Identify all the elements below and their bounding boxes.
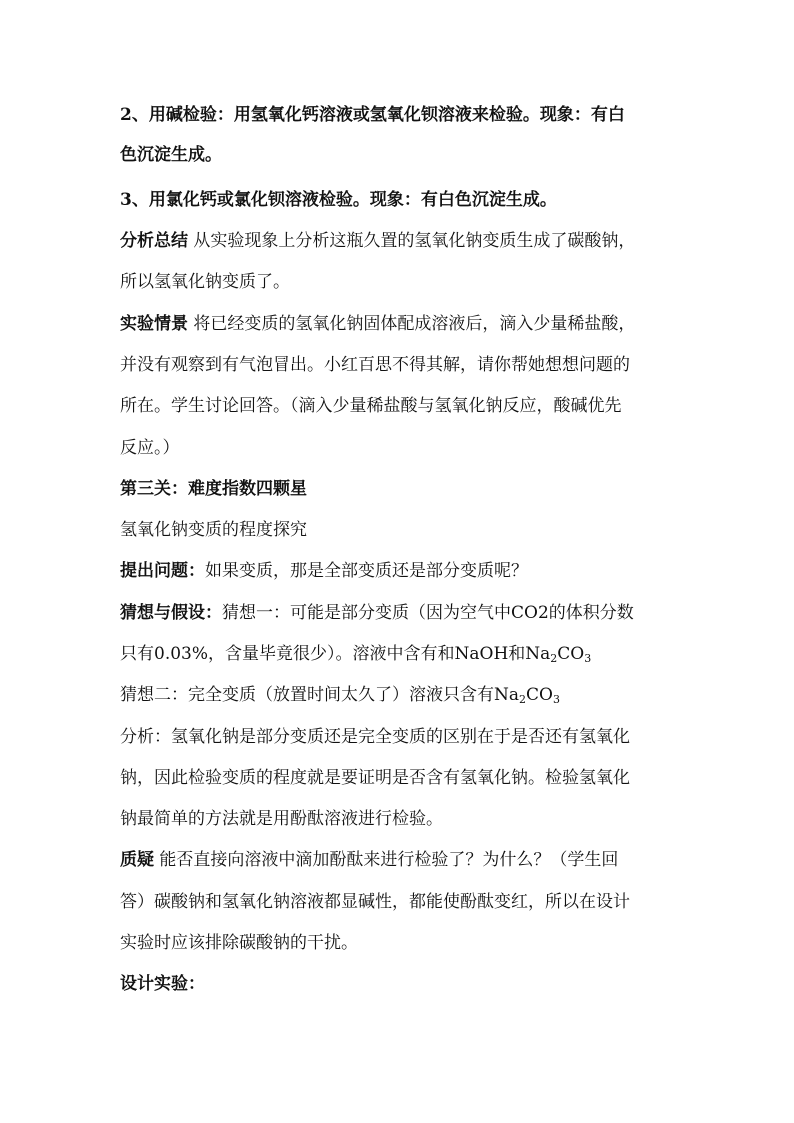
formula-subscript: 3 (584, 652, 592, 665)
formula-symbol: CO (557, 644, 585, 664)
text-line (120, 143, 690, 167)
line-label: 猜想与假设： (120, 603, 222, 623)
line-text: 实验时应该排除碳酸钠的干扰。 (120, 933, 358, 953)
line-text: 钠最简单的方法就是用酚酞溶液进行检验。 (120, 809, 443, 829)
text-line (120, 807, 690, 831)
formula-subscript: 3 (552, 693, 560, 706)
line-text: 猜想二：完全变质（放置时间太久了）溶液只含有 (120, 685, 494, 705)
text-line (120, 477, 690, 501)
line-text: 将已经变质的氢氧化钠固体配成溶液后，滴入少量稀盐酸， (188, 314, 636, 334)
chemical-formula (525, 644, 591, 664)
formula-symbol: Na (494, 685, 520, 705)
text-line (120, 312, 690, 336)
formula-subscript: 2 (519, 693, 527, 706)
line-text: 所在。学生讨论回答。（滴入少量稀盐酸与氢氧化钠反应，酸碱优先 (120, 396, 622, 416)
text-line (120, 642, 690, 671)
line-text: 如果变质，那是全部变质还是部分变质呢？ (205, 561, 528, 581)
text-line (120, 848, 690, 872)
text-line (120, 725, 690, 749)
text-line (120, 683, 690, 712)
text-line (120, 601, 690, 625)
line-label: 提出问题： (120, 561, 205, 581)
text-line (120, 890, 690, 914)
line-text: 3、用氯化钙或氯化钡溶液检验。现象：有白色沉淀生成。 (120, 190, 557, 210)
line-text: 能否直接向溶液中滴加酚酞来进行检验了？为什么？（学生回 (154, 850, 619, 870)
line-text: 从实验现象上分析这瓶久置的氢氧化钠变质生成了碳酸钠， (188, 231, 636, 251)
formula-symbol: CO (526, 685, 553, 705)
text-line (120, 559, 690, 583)
line-text: 2、用碱检验：用氢氧化钙溶液或氢氧化钡溶液来检验。现象：有白 (120, 105, 625, 125)
line-text: 反应。） (120, 438, 180, 458)
formula-symbol: Na (525, 644, 551, 664)
text-line (120, 229, 690, 253)
text-line (120, 436, 690, 460)
chemical-formula (494, 685, 560, 705)
line-text: 并没有观察到有气泡冒出。小红百思不得其解，请你帮她想想问题的 (120, 355, 630, 375)
line-text: 猜想一：可能是部分变质（因为空气中CO2的体积分数 (222, 603, 634, 623)
text-line (120, 972, 690, 996)
formula-subscript: 2 (550, 652, 558, 665)
text-line (120, 353, 690, 377)
line-label: 质疑 (120, 850, 154, 870)
line-text: 只有0.03%，含量毕竟很少）。溶液中含有和NaOH和 (120, 644, 526, 664)
text-line (120, 766, 690, 790)
line-text: 氢氧化钠变质的程度探究 (120, 520, 307, 540)
text-line (120, 931, 690, 955)
line-text: 第三关：难度指数四颗星 (120, 479, 307, 499)
line-text: 答）碳酸钠和氢氧化钠溶液都显碱性，都能使酚酞变红，所以在设计 (120, 892, 630, 912)
text-line (120, 394, 690, 418)
text-line (120, 270, 690, 294)
text-line (120, 103, 690, 127)
line-text: 分析：氢氧化钠是部分变质还是完全变质的区别在于是否还有氢氧化 (120, 727, 630, 747)
line-text: 所以氢氧化钠变质了。 (120, 272, 290, 292)
line-label: 实验情景 (120, 314, 188, 334)
line-label: 设计实验： (120, 974, 205, 994)
text-line (120, 518, 690, 542)
line-text: 钠，因此检验变质的程度就是要证明是否含有氢氧化钠。检验氢氧化 (120, 768, 630, 788)
line-label: 分析总结 (120, 231, 188, 251)
line-text: 色沉淀生成。 (120, 145, 222, 165)
text-line (120, 188, 690, 212)
